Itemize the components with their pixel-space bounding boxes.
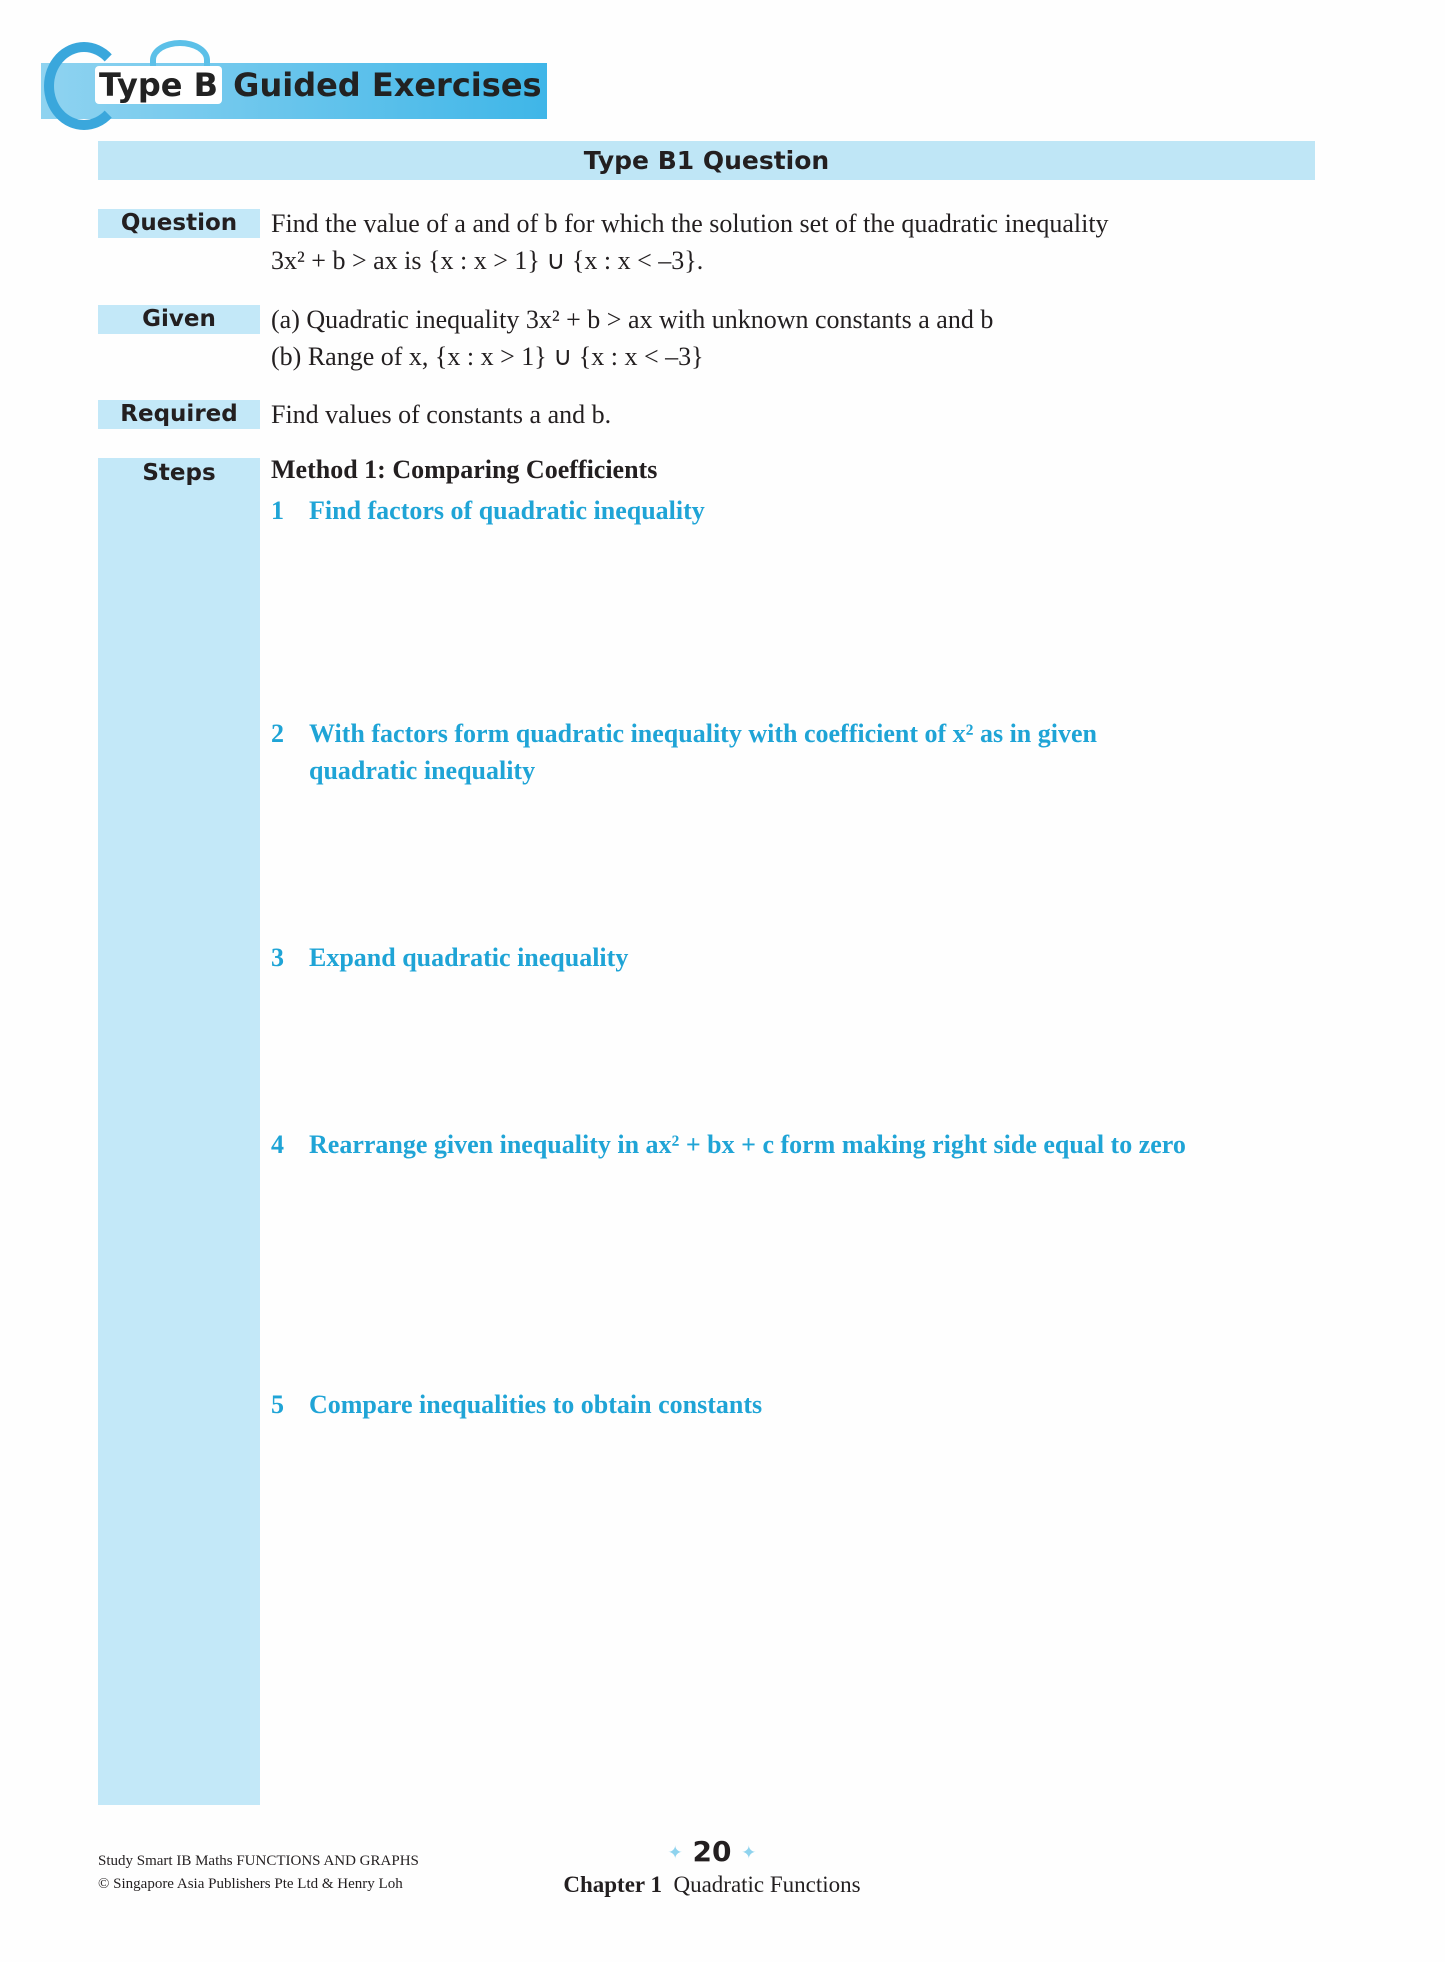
footer-credits: Study Smart IB Maths FUNCTIONS AND GRAPHS © Singapore Asia Publishers Pte Ltd & Henry Loh (98, 1853, 419, 1892)
method-heading: Method 1: Comparing Coefficients (271, 455, 658, 484)
header-title: Type B Guided Exercises (95, 66, 542, 104)
step-4: 4 Rearrange given inequality in ax² + bx + c form making right side equal to zero (271, 1130, 1186, 1159)
diamond-icon: ✦ (741, 1842, 757, 1864)
diamond-icon: ✦ (667, 1842, 683, 1864)
steps-column (98, 458, 260, 1805)
question-label: Question (98, 209, 260, 238)
page-number: ✦ 20 ✦ (667, 1835, 757, 1868)
steps-label: Steps (142, 460, 216, 486)
step-1: 1 Find factors of quadratic inequality (271, 496, 705, 525)
section-title: Type B1 Question (98, 141, 1315, 180)
given-label: Given (98, 305, 260, 334)
given-text: (a) Quadratic inequality 3x² + b > ax with unknown constants a and b (b) Range of x, {x : x > 1} ∪ {x : x < –3} (271, 305, 994, 371)
step-2: 2 With factors form quadratic inequality with coefficient of x² as in given quadratic inequality (271, 719, 1097, 785)
step-3: 3 Expand quadratic inequality (271, 943, 629, 972)
required-label: Required (98, 400, 260, 429)
step-5: 5 Compare inequalities to obtain constants (271, 1390, 763, 1419)
chapter-footer: Chapter 1 Quadratic Functions (563, 1872, 861, 1897)
question-text: Find the value of a and of b for which the solution set of the quadratic inequality 3x² + b > ax is {x : x > 1} ∪ {x : x < –3}. (271, 209, 1109, 275)
required-text: Find values of constants a and b. (271, 400, 612, 429)
